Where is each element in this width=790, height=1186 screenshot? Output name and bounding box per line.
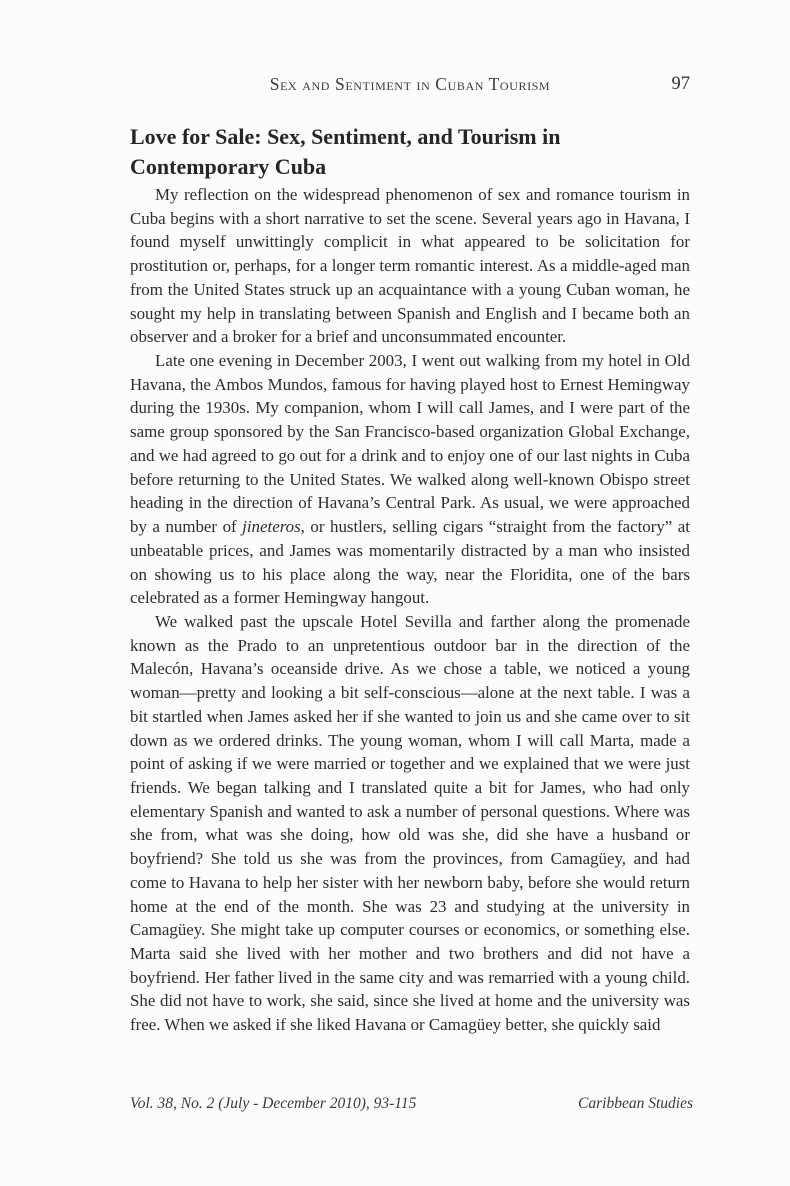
journal-citation: Vol. 38, No. 2 (July - December 2010), 93-115 <box>130 1095 417 1112</box>
page-footer <box>130 1095 693 1113</box>
article-title-line-2: Contemporary Cuba <box>130 154 327 179</box>
article-title <box>130 122 690 182</box>
running-head-title: Sex and Sentiment in Cuban Tourism <box>269 74 551 94</box>
running-header <box>130 74 690 95</box>
journal-name: Caribbean Studies <box>578 1095 693 1112</box>
article-title-line-1: Love for Sale: Sex, Sentiment, and Tourism in <box>130 124 561 149</box>
page-number: 97 <box>671 74 690 94</box>
body-paragraph: We walked past the upscale Hotel Sevilla and farther along the promenade known as the Prado to an unpretentious outdoor bar in the direction of the Malecón, Havana’s oceanside drive. As we chose a table, we noticed a young woman—pretty and looking a bit self-conscious—alone at the next table. I was a bit startled when James asked her if she wanted to join us and she came over to sit down as we ordered drinks. The young woman, whom I will call Marta, made a point of asking if we were married or together and we explained that we were just friends. We began talking and I translated quite a bit for James, who had only elementary Spanish and wanted to ask a number of personal questions. Where was she from, what was she doing, how old was she, did she have a husband or boyfriend? She told us she was from the provinces, from Camagüey, and had come to Havana to help her sister with her newborn baby, before she would return home at the end of the month. She was 23 and studying at the university in Camagüey. She might take up computer courses or economics, or something else. Marta said she lived with her mother and two brothers and did not have a boyfriend. Her father lived in the same city and was remarried with a young child. She did not have to work, she said, since she lived at home and the university was free. When we asked if she liked Havana or Camagüey better, she quickly said <box>130 611 690 1035</box>
article-body <box>130 183 690 1037</box>
body-paragraph: My reflection on the widespread phenomenon of sex and romance tourism in Cuba begins with a short narrative to set the scene. Several years ago in Havana, I found myself unwittingly complicit in what appeared to be solicitation for prostitution or, perhaps, for a longer term romantic interest. As a middle-aged man from the United States struck up an acquaintance with a young Cuban woman, he sought my help in translating between Spanish and English and I became both an observer and a broker for a brief and unconsummated encounter. <box>130 185 690 347</box>
body-paragraph: Late one evening in December 2003, I went out walking from my hotel in Old Havana, the Ambos Mundos, famous for having played host to Ernest Hemingway during the 1930s. My companion, whom I will call James, and I were part of the same group sponsored by the San Francisco-based organization Global Exchange, and we had agreed to go out for a drink and to enjoy one of our last nights in Cuba before returning to the United States. We walked along well-known Obispo street heading in the direction of Havana’s Central Park. As usual, we were approached by a number of jineteros, or hustlers, selling cigars “straight from the factory” at unbeatable prices, and James was momentarily distracted by a man who insisted on showing us to his place along the way, near the Floridita, one of the bars celebrated as a former Hemingway hangout. <box>130 351 690 608</box>
italic-term: jineteros <box>242 517 301 537</box>
